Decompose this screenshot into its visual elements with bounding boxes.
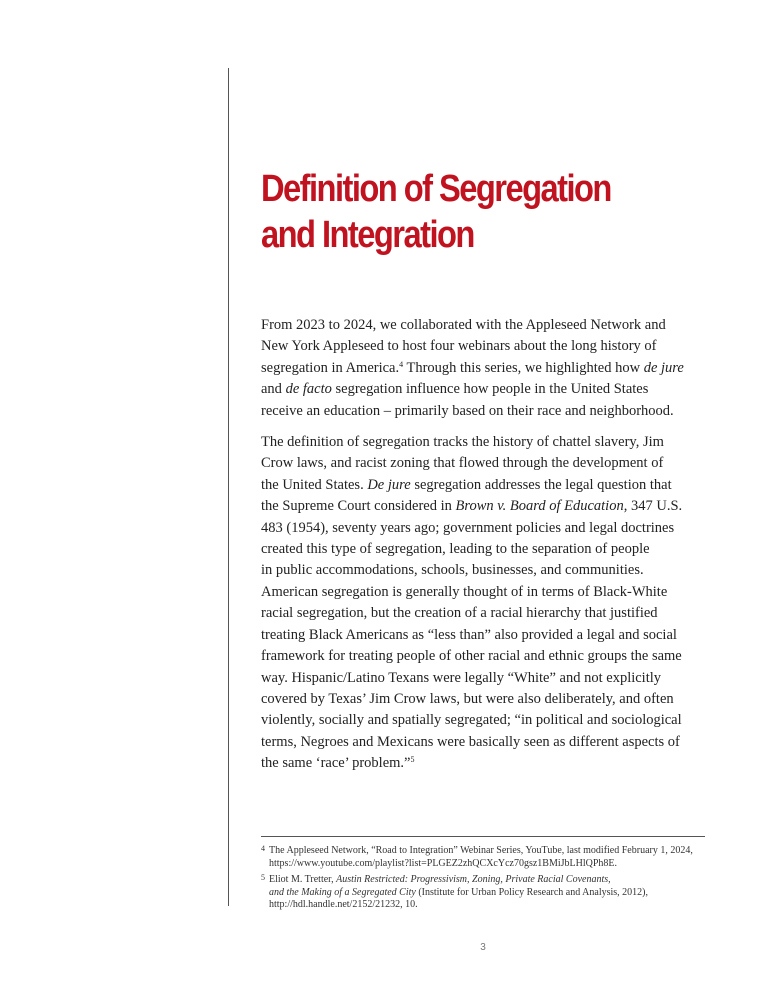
footnote-5 (261, 874, 711, 912)
paragraph-2-line-3: the United States. De jure segregation addresses the legal question that (261, 476, 672, 493)
page-title (261, 166, 657, 258)
paragraph-2-line-12: way. Hispanic/Latino Texans were legally “White” and not explicitly (261, 669, 662, 686)
paragraph-1-line-3: segregation in America.$^4$ Through this series, we highlighted how de jure (261, 359, 684, 376)
footnotes (261, 845, 711, 916)
paragraph-2-line-15: terms, Negroes and Mexicans were basically seen as different aspects of (261, 733, 680, 750)
footnote-separator (261, 836, 705, 837)
title-line-2: and Integration (261, 214, 474, 256)
paragraph-2-line-8: American segregation is generally thought of in terms of Black-White (261, 583, 668, 600)
paragraph-2-line-5: 483 (1954), seventy years ago; government policies and legal doctrines (261, 519, 675, 536)
footnote-5-line-1: Eliot M. Tretter, Austin Restricted: Progressivism, Zoning, Private Racial Covenants, (269, 874, 611, 886)
paragraph-2-line-7: in public accommodations, schools, businesses, and communities. (261, 562, 644, 579)
footnote-5-line-2: and the Making of a Segregated City (Institute for Urban Policy Research and Analysis, 2012), (269, 886, 649, 898)
paragraph-2-line-2: Crow laws, and racist zoning that flowed through the development of (261, 455, 664, 472)
footnote-4-url[interactable]: https://www.youtube.com/playlist?list=PLGEZ2zhQCXcYcz70gsz1BMiJbLHlQPh8E. (269, 857, 618, 869)
footnote-4-number: 4 (261, 844, 265, 853)
margin-vertical-rule (228, 68, 229, 906)
footnote-4-line-1: The Appleseed Network, “Road to Integration” Webinar Series, YouTube, last modified February 1, 2024, (269, 845, 693, 856)
paragraph-2-line-9: racial segregation, but the creation of a racial hierarchy that justified (261, 605, 658, 622)
body-text (261, 315, 709, 785)
footnote-ref-5[interactable]: 5 (410, 755, 415, 765)
footnote-5-url[interactable]: http://hdl.handle.net/2152/21232, 10. (269, 899, 418, 911)
footnote-5-number: 5 (261, 873, 265, 883)
paragraph-2-line-11: framework for treating people of other racial and ethnic groups the same (261, 648, 682, 665)
title-line-1: Definition of Segregation (261, 168, 611, 210)
paragraph-2-line-14: violently, socially and spatially segregated; “in political and sociological (261, 712, 682, 729)
paragraph-2-line-1: The definition of segregation tracks the history of chattel slavery, Jim (261, 434, 664, 451)
page-number: 3 (480, 942, 486, 953)
paragraph-2-line-10: treating Black Americans as “less than” also provided a legal and social (261, 626, 677, 643)
footnote-ref-4[interactable]: 4 (399, 359, 404, 369)
paragraph-1-line-4: and de facto segregation influence how people in the United States (261, 381, 649, 398)
paragraph-2 (261, 432, 709, 775)
paragraph-1-line-1: From 2023 to 2024, we collaborated with the Appleseed Network and (261, 317, 666, 333)
paragraph-2-line-13: covered by Texas’ Jim Crow laws, but were also deliberately, and often (261, 690, 674, 707)
paragraph-2-line-4: the Supreme Court considered in Brown v. Board of Education, 347 U.S. (261, 498, 683, 515)
paragraph-1-line-5: receive an education – primarily based on their race and neighborhood. (261, 402, 674, 419)
paragraph-2-line-16: the same ‘race’ problem.”$^5$ (261, 755, 415, 772)
paragraph-2-line-6: created this type of segregation, leading to the separation of people (261, 541, 650, 558)
footnote-4 (261, 845, 711, 870)
paragraph-1-line-2: New York Appleseed to host four webinars about the long history of (261, 338, 657, 355)
paragraph-1 (261, 315, 709, 422)
